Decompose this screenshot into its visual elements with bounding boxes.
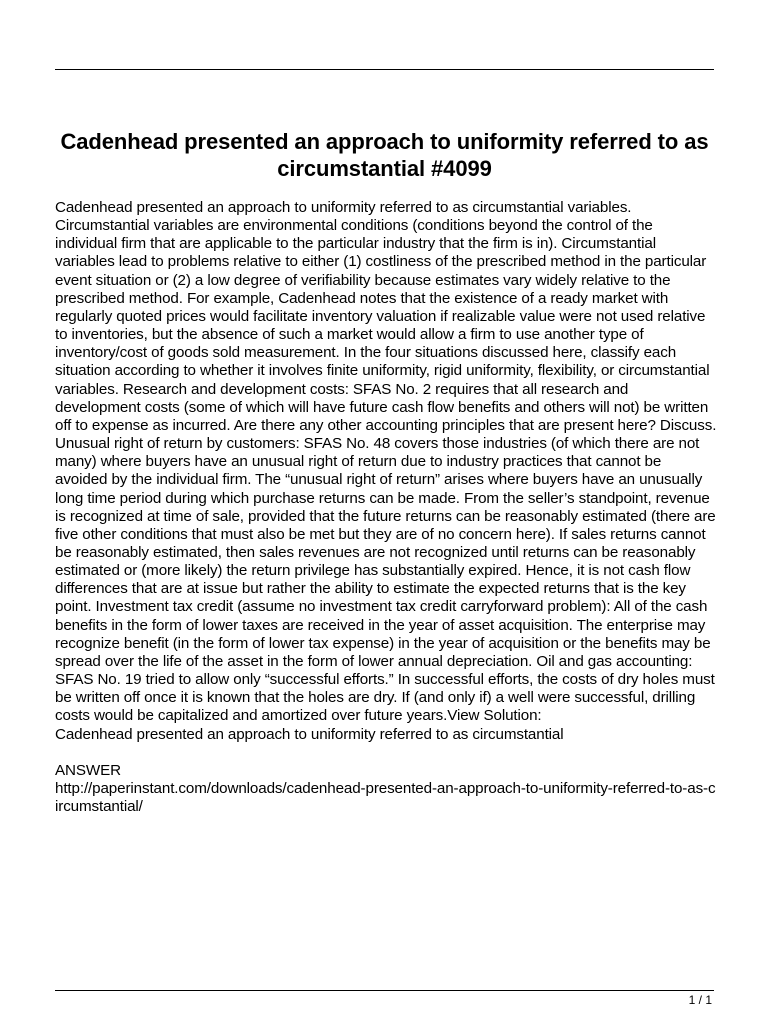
page-number: 1 / 1 bbox=[688, 993, 712, 1007]
body-paragraph: Cadenhead presented an approach to uniformity referred to as circumstantial variables. Circumstantial variables are environmental conditions (conditions beyond the control of the individual firm that are applicable to the particular industry that the firm is in). Circumstantial variables lead to problems relative to either (1) costliness of the prescribed method in the particular event situation or (2) a low degree of verifiability because estimates vary widely relative to the prescribed method. For example, Cadenhead notes that the existence of a ready market with regularly quoted prices would facilitate inventory valuation if realizable value were not used relative to inventories, but the absence of such a market would allow a firm to use another type of inventory/cost of goods sold measurement. In the four situations discussed here, classify each situation according to whether it involves finite uniformity, rigid uniformity, flexibility, or circumstantial variables. Research and development costs: SFAS No. 2 requires that all research and development costs (some of which will have future cash flow benefits and others will not) be written off to expense as incurred. Are there any other accounting principles that are present here? Discuss. Unusual right of return by customers: SFAS No. 48 covers those industries (of which there are not many) where buyers have an unusual right of return due to industry practices that cannot be avoided by the individual firm. The “unusual right of return” arises where buyers have an unusually long time period during which purchase returns can be made. From the seller’s standpoint, revenue is recognized at time of sale, provided that the future returns can be reasonably estimated (there are five other conditions that must also be met but they are of no concern here). If sales returns cannot be reasonably estimated, then sales revenues are not recognized until returns can be reasonably estimated or (more likely) the return privilege has substantially expired. Hence, it is not cash flow differences that are at issue but rather the ability to estimate the expected returns that is the key point. Investment tax credit (assume no investment tax credit carryforward problem): All of the cash benefits in the form of lower taxes are received in the year of asset acquisition. The enterprise may recognize benefit (in the form of lower tax expense) in the year of acquisition or the benefits may be spread over the life of the asset in the form of lower annual depreciation. Oil and gas accounting: SFAS No. 19 tried to allow only “successful efforts.” In successful efforts, the costs of dry holes must be written off once it is known that the holes are dry. If (and only if) a well were successful, drilling costs would be capitalized and amortized over future years.View Solution: bbox=[55, 199, 717, 725]
solution-line: Cadenhead presented an approach to uniformity referred to as circumstantial bbox=[55, 725, 564, 743]
document-title: Cadenhead presented an approach to uniformity referred to as circumstantial #4099 bbox=[60, 129, 709, 181]
answer-label: ANSWER bbox=[55, 761, 121, 779]
document-body bbox=[55, 199, 717, 816]
paragraph-spacer bbox=[55, 744, 717, 762]
footer-divider bbox=[55, 990, 714, 991]
header-divider bbox=[55, 69, 714, 70]
answer-link[interactable]: http://paperinstant.com/downloads/cadenhead-presented-an-approach-to-uniformity-referred-to-as-circumstantial/ bbox=[55, 779, 716, 816]
